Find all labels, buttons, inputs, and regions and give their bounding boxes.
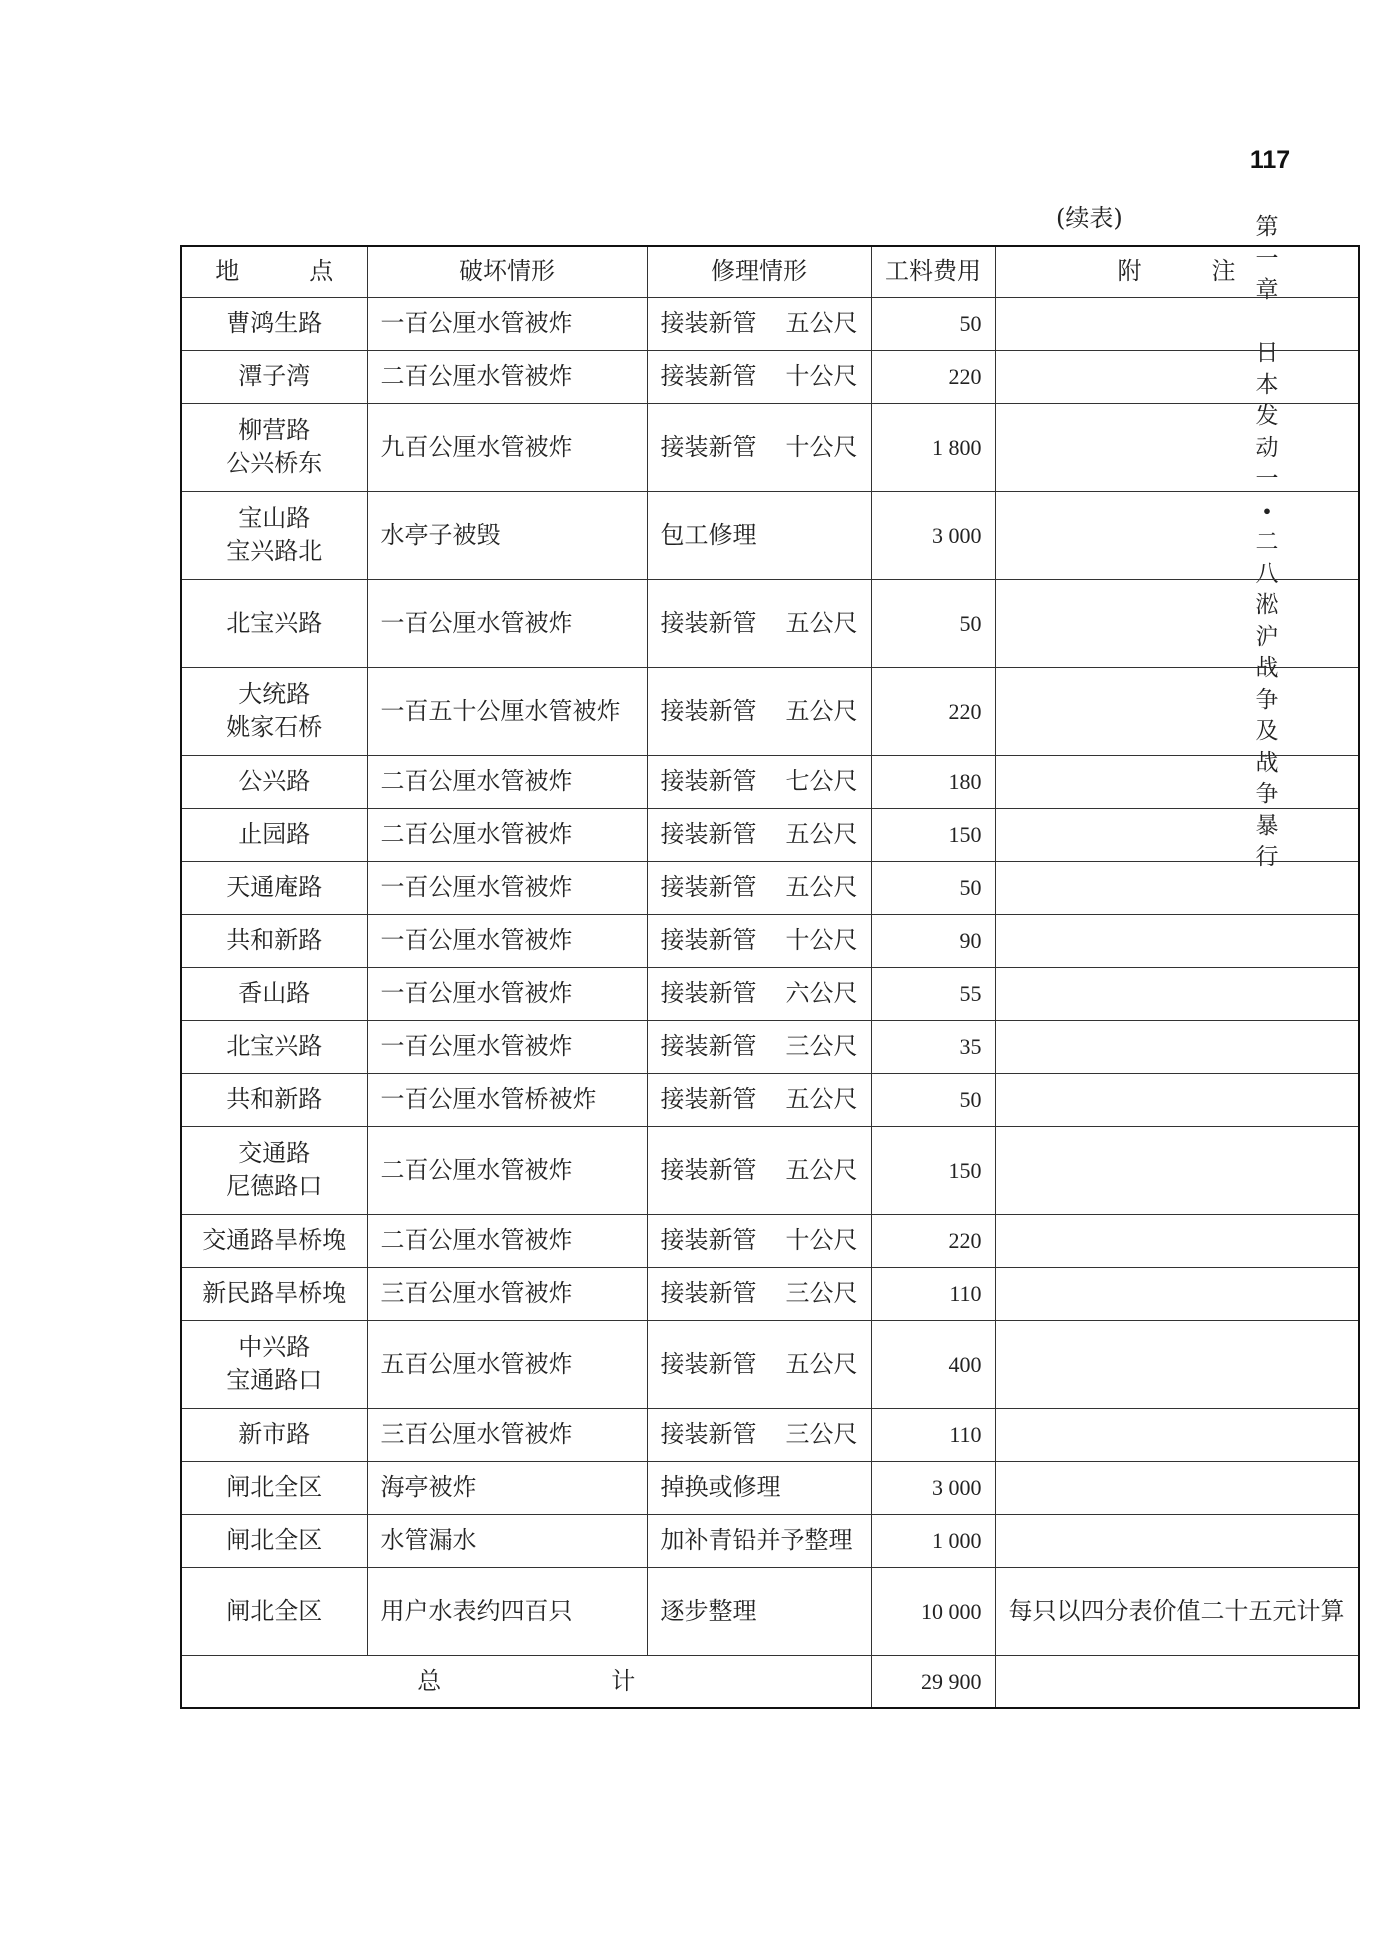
repair-method: 接装新管: [660, 926, 757, 954]
location-line: 新民路旱桥堍: [202, 1279, 347, 1307]
side-title-char: 章: [1255, 277, 1279, 303]
repair-length: 五公尺: [785, 820, 858, 848]
table-row: [181, 1408, 1359, 1461]
cell-repair: [647, 914, 871, 967]
cell-cost: 180: [871, 755, 995, 808]
repair-method: 接装新管: [660, 1279, 757, 1307]
repair-method: 接装新管: [660, 1032, 757, 1060]
location-line: 潭子湾: [238, 362, 311, 390]
repair-length: 五公尺: [785, 696, 858, 725]
cell-damage: 一百公厘水管桥被炸: [367, 1073, 647, 1126]
cell-repair: [647, 491, 871, 579]
cell-note: [995, 350, 1359, 403]
cell-cost: 50: [871, 579, 995, 667]
cell-location: [181, 1073, 367, 1126]
location-line: 香山路: [238, 979, 311, 1007]
cell-location: [181, 1567, 367, 1655]
cell-damage: 三百公厘水管被炸: [367, 1267, 647, 1320]
side-title-char: 八: [1255, 560, 1279, 587]
side-title-char: 发: [1255, 403, 1279, 429]
cell-repair: [647, 579, 871, 667]
table-row: [181, 1126, 1359, 1214]
table-row: [181, 1020, 1359, 1073]
cell-location: [181, 1214, 367, 1267]
side-title-char: •: [1261, 501, 1273, 521]
cell-note: [995, 297, 1359, 350]
cell-damage: 一百公厘水管被炸: [367, 967, 647, 1020]
cell-cost: 50: [871, 1073, 995, 1126]
cell-note: [995, 1073, 1359, 1126]
cell-repair: [647, 1567, 871, 1655]
table-row: [181, 403, 1359, 491]
location-line: 公兴桥东: [226, 449, 323, 477]
table-row: [181, 1514, 1359, 1567]
table-row: [181, 808, 1359, 861]
total-note: [995, 1655, 1359, 1708]
cell-note: [995, 1126, 1359, 1214]
cell-damage: 水亭子被毁: [367, 491, 647, 579]
location-line: 柳营路: [238, 416, 311, 444]
cell-location: [181, 491, 367, 579]
repair-method: 接装新管: [660, 979, 757, 1007]
cell-note: [995, 491, 1359, 579]
location-line: 北宝兴路: [226, 1032, 323, 1060]
cell-note: [995, 579, 1359, 667]
location-line: 闸北全区: [226, 1596, 323, 1625]
cell-damage: 一百公厘水管被炸: [367, 1020, 647, 1073]
cell-damage: 二百公厘水管被炸: [367, 808, 647, 861]
repair-length: 十公尺: [785, 362, 858, 390]
location-line: 北宝兴路: [226, 608, 323, 637]
cell-location: [181, 808, 367, 861]
total-row: [181, 1655, 1359, 1708]
location-line: 共和新路: [226, 1085, 323, 1113]
cell-repair: [647, 297, 871, 350]
repair-method: 接装新管: [660, 362, 757, 390]
cell-note: [995, 914, 1359, 967]
side-title-char: 争: [1255, 781, 1279, 807]
location-line: 公兴路: [238, 767, 311, 795]
cell-repair: [647, 1267, 871, 1320]
location-line: 姚家石桥: [226, 713, 323, 741]
table-row: [181, 579, 1359, 667]
table-row: [181, 491, 1359, 579]
cell-note: 每只以四分表价值二十五元计算: [995, 1567, 1359, 1655]
cell-location: [181, 579, 367, 667]
repair-length: 五公尺: [785, 309, 858, 337]
cell-cost: 3 000: [871, 491, 995, 579]
side-title-char: 行: [1255, 844, 1279, 870]
cell-damage: 一百公厘水管被炸: [367, 579, 647, 667]
repair-method: 掉换或修理: [660, 1473, 781, 1501]
repair-method: 接装新管: [660, 696, 757, 725]
location-line: 大统路: [238, 680, 311, 708]
header-damage: 破坏情形: [367, 246, 647, 297]
cell-damage: 五百公厘水管被炸: [367, 1320, 647, 1408]
cell-damage: 一百公厘水管被炸: [367, 297, 647, 350]
cell-note: [995, 667, 1359, 755]
cell-damage: 二百公厘水管被炸: [367, 350, 647, 403]
header-note: 附 注: [995, 246, 1359, 297]
repair-method: 加补青铅并予整理: [660, 1526, 853, 1554]
cell-cost: 10 000: [871, 1567, 995, 1655]
cell-location: [181, 1320, 367, 1408]
repair-length: 十公尺: [785, 1226, 858, 1254]
cell-repair: [647, 755, 871, 808]
repair-length: 十公尺: [785, 926, 858, 954]
header-location: 地 点: [181, 246, 367, 297]
cell-location: [181, 1020, 367, 1073]
cell-cost: 150: [871, 1126, 995, 1214]
cell-location: [181, 297, 367, 350]
cell-note: [995, 1408, 1359, 1461]
side-title-char: 争: [1255, 686, 1279, 713]
repair-length: 五公尺: [785, 873, 858, 901]
repair-method: 逐步整理: [660, 1596, 757, 1625]
cell-repair: [647, 667, 871, 755]
table-row: [181, 1461, 1359, 1514]
cell-damage: 水管漏水: [367, 1514, 647, 1567]
cell-damage: 二百公厘水管被炸: [367, 755, 647, 808]
repair-length: 三公尺: [785, 1279, 858, 1307]
cell-note: [995, 1214, 1359, 1267]
cell-note: [995, 1320, 1359, 1408]
cell-location: [181, 403, 367, 491]
cell-cost: 1 800: [871, 403, 995, 491]
cell-location: [181, 861, 367, 914]
repair-method: 接装新管: [660, 767, 757, 795]
location-line: 共和新路: [226, 926, 323, 954]
cell-repair: [647, 1514, 871, 1567]
repair-method: 接装新管: [660, 1155, 757, 1184]
side-title-char: 暴: [1255, 812, 1279, 839]
location-line: 闸北全区: [226, 1473, 323, 1501]
continuation-label: (续表): [1056, 204, 1123, 232]
cell-location: [181, 1514, 367, 1567]
repair-length: 五公尺: [785, 1085, 858, 1113]
side-title-char: 战: [1255, 655, 1279, 681]
cell-repair: [647, 1408, 871, 1461]
cell-cost: 150: [871, 808, 995, 861]
table-row: [181, 297, 1359, 350]
cell-cost: 50: [871, 297, 995, 350]
cell-cost: 50: [871, 861, 995, 914]
location-line: 尼德路口: [226, 1172, 323, 1200]
cell-cost: 220: [871, 667, 995, 755]
table-row: [181, 914, 1359, 967]
location-line: 闸北全区: [226, 1526, 323, 1554]
table-row: [181, 667, 1359, 755]
cell-repair: [647, 1461, 871, 1514]
side-title-char: 一: [1255, 245, 1279, 272]
side-title-char: 本: [1255, 371, 1279, 398]
water-repair-cost-table: [180, 245, 1360, 1709]
cell-cost: 90: [871, 914, 995, 967]
header-repair: 修理情形: [647, 246, 871, 297]
table-row: [181, 1267, 1359, 1320]
repair-method: 接装新管: [660, 820, 757, 848]
repair-method: 接装新管: [660, 432, 757, 461]
cell-repair: [647, 350, 871, 403]
cell-location: [181, 667, 367, 755]
repair-method: 包工修理: [660, 520, 757, 549]
repair-length: 七公尺: [785, 767, 858, 795]
cell-note: [995, 755, 1359, 808]
cell-damage: 二百公厘水管被炸: [367, 1126, 647, 1214]
location-line: 交通路: [238, 1139, 311, 1167]
header-cost: 工料费用: [871, 246, 995, 297]
cell-cost: 110: [871, 1408, 995, 1461]
repair-method: 接装新管: [660, 1226, 757, 1254]
repair-length: 三公尺: [785, 1032, 858, 1060]
side-title-char: 沪: [1255, 623, 1279, 650]
repair-method: 接装新管: [660, 309, 757, 337]
cell-cost: 1 000: [871, 1514, 995, 1567]
cell-cost: 55: [871, 967, 995, 1020]
cell-cost: 220: [871, 1214, 995, 1267]
cell-note: [995, 967, 1359, 1020]
side-title-char: 二: [1255, 529, 1279, 555]
cell-damage: 海亭被炸: [367, 1461, 647, 1514]
cell-repair: [647, 808, 871, 861]
repair-method: 接装新管: [660, 1420, 757, 1448]
location-line: 天通庵路: [226, 873, 323, 901]
location-line: 宝通路口: [226, 1366, 323, 1394]
cell-location: [181, 1267, 367, 1320]
cell-damage: 一百公厘水管被炸: [367, 861, 647, 914]
repair-method: 接装新管: [660, 608, 757, 637]
cell-cost: 220: [871, 350, 995, 403]
table-row: [181, 1214, 1359, 1267]
cell-cost: 400: [871, 1320, 995, 1408]
cell-repair: [647, 1214, 871, 1267]
side-title-char: 日: [1255, 340, 1279, 366]
repair-method: 接装新管: [660, 1085, 757, 1113]
total-cost: 29 900: [871, 1655, 995, 1708]
cell-damage: 一百五十公厘水管被炸: [367, 667, 647, 755]
table-row: [181, 1073, 1359, 1126]
table-row: [181, 755, 1359, 808]
cell-damage: 用户水表约四百只: [367, 1567, 647, 1655]
repair-length: 五公尺: [785, 1155, 858, 1184]
cell-damage: 一百公厘水管被炸: [367, 914, 647, 967]
cell-cost: 3 000: [871, 1461, 995, 1514]
table-row: [181, 350, 1359, 403]
cell-damage: 九百公厘水管被炸: [367, 403, 647, 491]
cell-repair: [647, 403, 871, 491]
cell-damage: 三百公厘水管被炸: [367, 1408, 647, 1461]
cell-repair: [647, 1320, 871, 1408]
cell-location: [181, 967, 367, 1020]
cell-note: [995, 403, 1359, 491]
side-title-char: 第: [1255, 214, 1279, 240]
side-title-char: 淞: [1255, 592, 1279, 618]
cell-damage: 二百公厘水管被炸: [367, 1214, 647, 1267]
table-row: [181, 967, 1359, 1020]
cell-repair: [647, 967, 871, 1020]
cell-note: [995, 1514, 1359, 1567]
cell-location: [181, 1408, 367, 1461]
cell-location: [181, 914, 367, 967]
cell-repair: [647, 1073, 871, 1126]
total-label: 总 计: [181, 1655, 871, 1708]
location-line: 曹鸿生路: [226, 309, 323, 337]
table-row: [181, 1567, 1359, 1655]
cell-note: [995, 808, 1359, 861]
repair-method: 接装新管: [660, 873, 757, 901]
repair-length: 三公尺: [785, 1420, 858, 1448]
table-header-row: [181, 246, 1359, 297]
location-line: 中兴路: [238, 1333, 311, 1361]
side-title-char: 动: [1255, 434, 1279, 461]
location-line: 止园路: [238, 820, 311, 848]
repair-length: 十公尺: [785, 432, 858, 461]
cell-note: [995, 861, 1359, 914]
location-line: 交通路旱桥堍: [202, 1226, 347, 1254]
repair-length: 五公尺: [785, 1349, 858, 1378]
cell-repair: [647, 1020, 871, 1073]
location-line: 宝山路: [238, 504, 311, 532]
cell-repair: [647, 1126, 871, 1214]
side-title-char: 一: [1255, 466, 1279, 492]
cell-note: [995, 1267, 1359, 1320]
cell-location: [181, 1461, 367, 1514]
repair-method: 接装新管: [660, 1349, 757, 1378]
cell-note: [995, 1461, 1359, 1514]
side-title-char: 战: [1255, 749, 1279, 776]
cell-cost: 110: [871, 1267, 995, 1320]
cell-location: [181, 1126, 367, 1214]
table-row: [181, 1320, 1359, 1408]
cell-note: [995, 1020, 1359, 1073]
location-line: 宝兴路北: [226, 537, 323, 565]
page-number: 117: [1249, 146, 1291, 174]
cell-cost: 35: [871, 1020, 995, 1073]
cell-location: [181, 755, 367, 808]
repair-length: 五公尺: [785, 608, 858, 637]
location-line: 新市路: [238, 1420, 311, 1448]
repair-length: 六公尺: [785, 979, 858, 1007]
side-title-char: 及: [1255, 718, 1279, 744]
table-row: [181, 861, 1359, 914]
cell-repair: [647, 861, 871, 914]
cell-location: [181, 350, 367, 403]
